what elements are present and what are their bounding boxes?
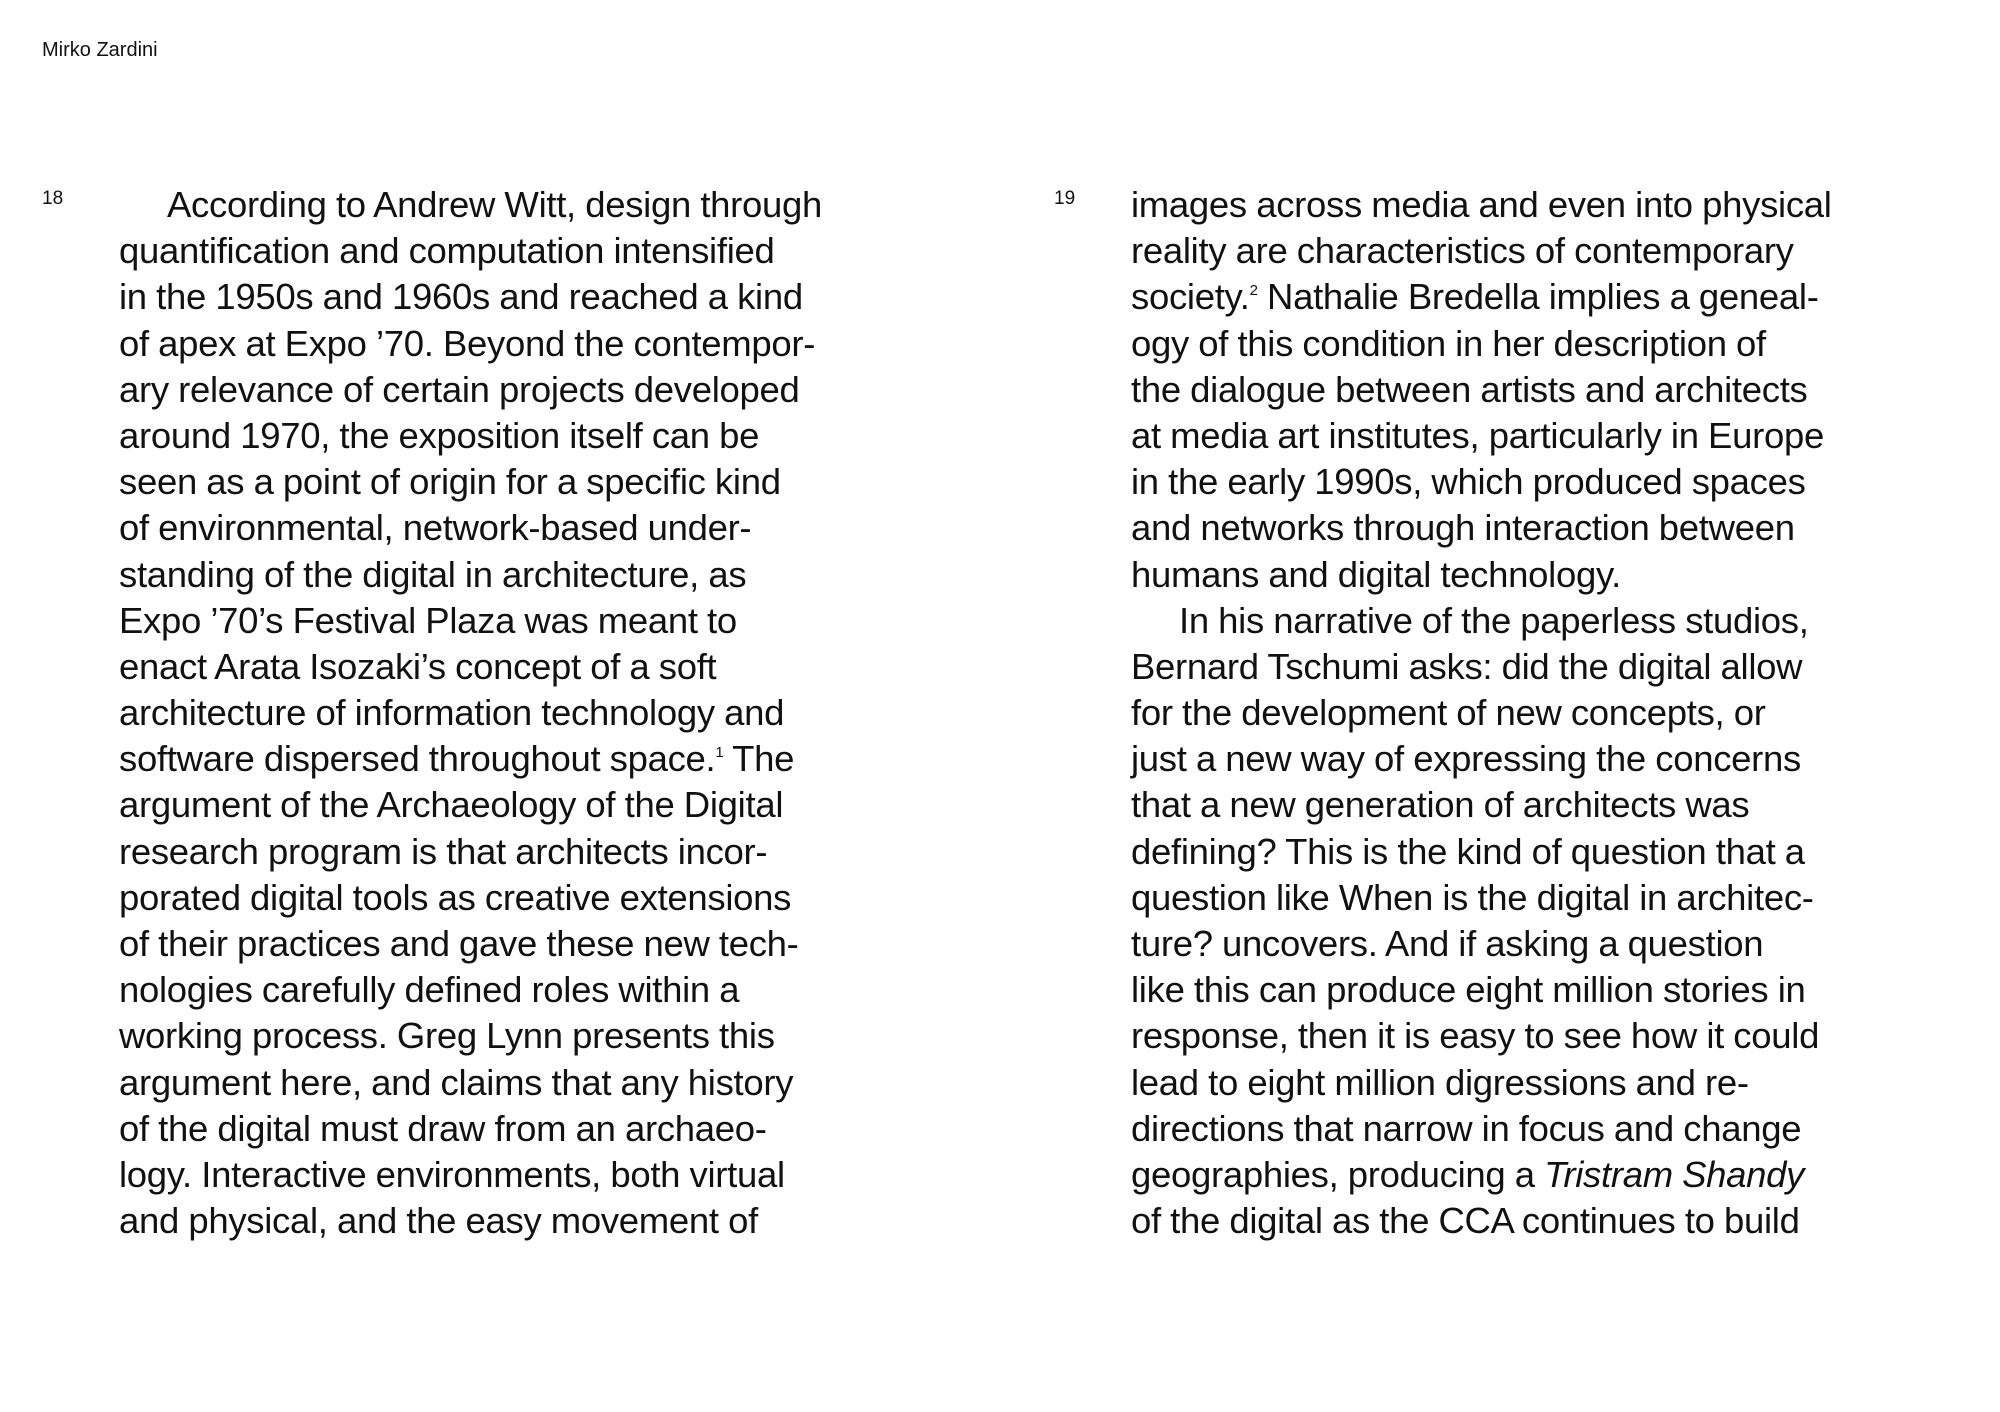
text-line: images across media and even into physical (1131, 184, 1832, 225)
text-line: reality are characteristics of contemporary (1131, 230, 1794, 272)
text-line: just a new way of expressing the concerns (1131, 738, 1801, 780)
text-line: in the early 1990s, which produced spaces (1131, 461, 1806, 503)
text-line: logy. Interactive environments, both virtual (119, 1153, 785, 1195)
text-line: Expo ’70’s Festival Plaza was meant to (119, 599, 737, 641)
running-head-author: Mirko Zardini (42, 39, 158, 61)
text-line: that a new generation of architects was (1131, 784, 1750, 826)
text-line: of their practices and gave these new tech- (119, 923, 799, 964)
text-line: for the development of new concepts, or (1131, 692, 1766, 734)
text-line: research program is that architects incor- (119, 830, 768, 872)
text-line: porated digital tools as creative extensions (119, 876, 792, 918)
text-line: ogy of this condition in her description of (1131, 322, 1766, 364)
text-segment: software dispersed throughout space. (119, 738, 716, 780)
text-line: directions that narrow in focus and change (1131, 1107, 1802, 1149)
text-line: around 1970, the exposition itself can be (119, 414, 760, 456)
text-line: seen as a point of origin for a specific kind (119, 461, 781, 503)
text-segment: society. (1131, 276, 1250, 318)
text-line: ary relevance of certain projects developed (119, 368, 800, 410)
text-line: standing of the digital in architecture, as (119, 553, 747, 595)
text-segment: The (723, 738, 795, 780)
text-segment: Nathalie Bredella implies a geneal- (1257, 276, 1819, 318)
text-line: of the digital as the CCA continues to build (1131, 1200, 1800, 1242)
text-line: the dialogue between artists and architects (1131, 368, 1808, 410)
text-line: question like When is the digital in architec- (1131, 876, 1814, 918)
text-line: argument here, and claims that any history (119, 1061, 794, 1103)
text-line: defining? This is the kind of question that a (1131, 830, 1805, 872)
text-line: lead to eight million digressions and re- (1131, 1061, 1749, 1103)
text-line: argument of the Archaeology of the Digital (119, 784, 784, 826)
body-text-right-column (1131, 182, 1951, 1244)
text-line: nologies carefully defined roles within a (119, 969, 740, 1011)
text-line: architecture of information technology and (119, 692, 785, 734)
text-segment: geographies, producing a (1131, 1153, 1545, 1195)
text-line: According to Andrew Witt, design through (167, 184, 823, 225)
text-line: working process. Greg Lynn presents this (119, 1015, 775, 1057)
text-line-with-title (1131, 1152, 1951, 1198)
text-line: In his narrative of the paperless studios, (1179, 599, 1809, 641)
text-line: enact Arata Isozaki’s concept of a soft (119, 645, 717, 687)
text-line-with-footnote (119, 736, 939, 782)
text-line: Bernard Tschumi asks: did the digital allow (1131, 645, 1803, 687)
page-number-left: 18 (42, 188, 64, 209)
footnote-reference-2[interactable]: 2 (1249, 282, 1258, 300)
text-line: ture? uncovers. And if asking a question (1131, 923, 1764, 964)
text-line: in the 1950s and 1960s and reached a kind (119, 276, 803, 318)
page-number-right: 19 (1054, 188, 1076, 209)
text-line: response, then it is easy to see how it could (1131, 1015, 1820, 1057)
text-line: quantification and computation intensified (119, 230, 775, 272)
text-line: at media art institutes, particularly in Europe (1131, 414, 1824, 456)
text-line-with-footnote (1131, 274, 1951, 320)
italic-book-title: Tristram Shandy (1544, 1153, 1805, 1195)
text-line: humans and digital technology. (1131, 553, 1622, 595)
text-line: and physical, and the easy movement of (119, 1200, 758, 1242)
text-line: like this can produce eight million stories in (1131, 969, 1806, 1011)
text-line: of environmental, network-based under- (119, 507, 752, 549)
body-text-left-column (119, 182, 939, 1244)
text-line: of the digital must draw from an archaeo- (119, 1107, 767, 1149)
text-line: of apex at Expo ’70. Beyond the contempor- (119, 322, 816, 364)
footnote-reference-1[interactable]: 1 (715, 744, 724, 762)
text-line: and networks through interaction between (1131, 507, 1795, 549)
